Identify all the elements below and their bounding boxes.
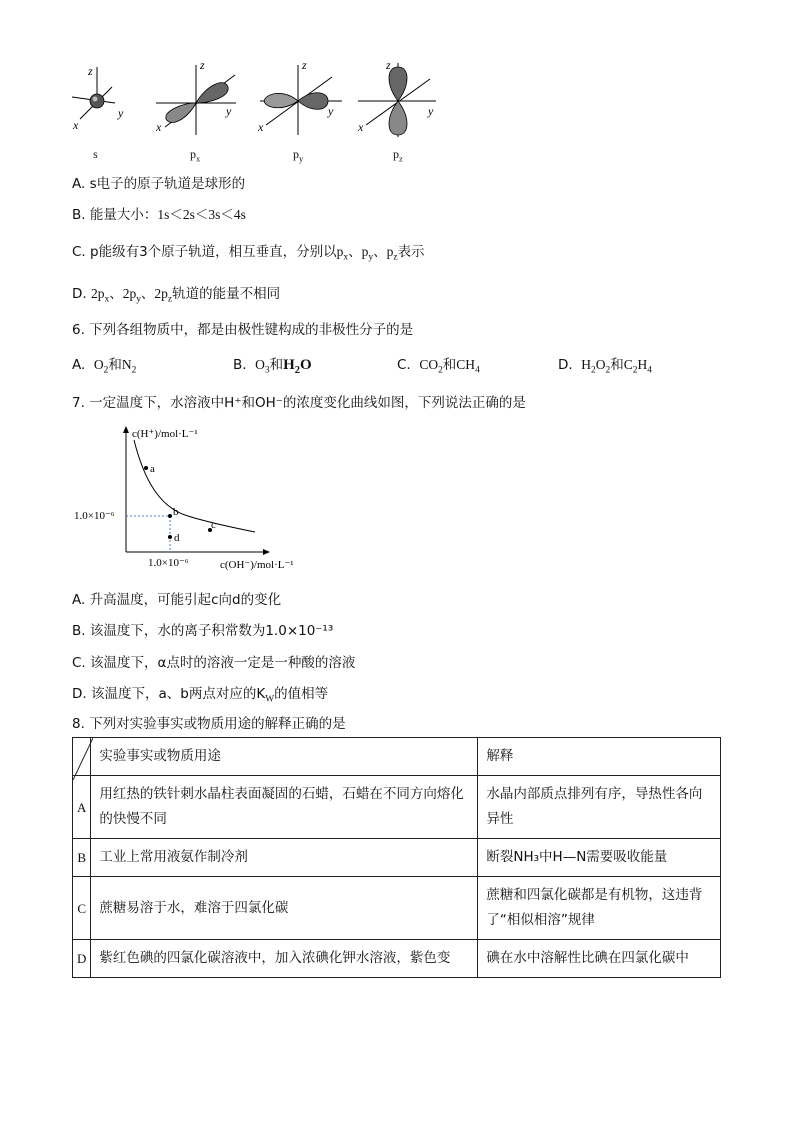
y-axis-title: c(H⁺)/mol·L⁻¹: [132, 428, 198, 440]
table-header-row: [73, 738, 721, 776]
table-row: [73, 839, 721, 877]
row-explain: 断裂NH₃中H—N需要吸收能量: [478, 839, 721, 877]
q7-option-a: A. 升高温度，可能引起c向d的变化: [72, 592, 282, 608]
x-axis-label: x: [73, 118, 79, 132]
py-orbital-diagram: [257, 58, 342, 135]
svg-text:y: y: [428, 104, 434, 118]
svg-text:z: z: [200, 58, 205, 72]
svg-text:x: x: [156, 120, 162, 134]
point-b: [168, 514, 172, 518]
orbital-label-pz: $p_z$: [393, 147, 403, 164]
row-fact: 蔗糖易溶于水，难溶于四氯化碳: [91, 877, 478, 940]
q7-stem: 7. 一定温度下，水溶液中H⁺和OH⁻的浓度变化曲线如图，下列说法正确的是: [72, 395, 526, 411]
orbital-label-s: s: [93, 147, 98, 161]
s-orbital-diagram: [72, 64, 124, 132]
svg-text:x: x: [258, 120, 264, 134]
y-tick-label: 1.0×10⁻⁶: [74, 510, 115, 522]
table-row: [73, 776, 721, 839]
point-d: [168, 535, 172, 539]
q7-graph: [70, 420, 330, 575]
orbital-label-px: $p_x$: [190, 147, 201, 164]
q5-option-b: B. 能量大小：1s＜2s＜3s＜4s: [72, 207, 246, 223]
row-explain: 水晶内部质点排列有序，导热性各向异性: [478, 776, 721, 839]
svg-text:z: z: [386, 58, 391, 72]
svg-text:b: b: [173, 506, 179, 518]
q7-option-b: B. 该温度下，水的离子积常数为1.0×10⁻¹³: [72, 623, 334, 639]
row-letter: C: [73, 877, 91, 940]
q8-table: [72, 737, 721, 978]
q6-option-d: D. $H_2O_2$和$C_2H_4$: [558, 357, 652, 376]
header-fact: 实验事实或物质用途: [91, 738, 478, 776]
point-a: [144, 466, 148, 470]
row-fact: 用红热的铁针刺水晶柱表面凝固的石蜡，石蜡在不同方向熔化的快慢不同: [91, 776, 478, 839]
q8-stem: 8. 下列对实验事实或物质用途的解释正确的是: [72, 716, 346, 732]
q7-option-d: D. 该温度下，a、b两点对应的$K_W$的值相等: [72, 686, 329, 705]
row-letter: D: [73, 940, 91, 978]
q5-option-c: C. p能级有3个原子轨道，相互垂直，分别以$p_x$、$p_y$、$p_z$表示: [72, 244, 425, 263]
q7-option-c: C. 该温度下，α点时的溶液一定是一种酸的溶液: [72, 655, 356, 671]
svg-text:d: d: [174, 532, 180, 544]
q6-option-c: C. $CO_2$和$CH_4$: [397, 357, 480, 376]
q5-option-d: D. $2p_x$、$2p_y$、$2p_z$轨道的能量不相同: [72, 286, 281, 305]
row-fact: 紫红色碘的四氯化碳溶液中，加入浓碘化钾水溶液，紫色变: [91, 940, 478, 978]
row-letter: A: [73, 776, 91, 839]
table-row: [73, 940, 721, 978]
q6-stem: 6. 下列各组物质中，都是由极性键构成的非极性分子的是: [72, 322, 414, 338]
q5-option-a: A. s电子的原子轨道是球形的: [72, 176, 246, 192]
y-axis-label: y: [118, 106, 124, 120]
row-fact: 工业上常用液氨作制冷剂: [91, 839, 478, 877]
header-explain: 解释: [478, 738, 721, 776]
svg-text:z: z: [302, 58, 307, 72]
x-axis-title: c(OH⁻)/mol·L⁻¹: [220, 559, 294, 571]
orbital-label-py: $p_y$: [293, 147, 304, 164]
px-orbital-diagram: [155, 58, 236, 135]
row-explain: 蔗糖和四氯化碳都是有机物，这违背了“相似相溶”规律: [478, 877, 721, 940]
q6-option-a: A. $O_2$和$N_2$: [72, 357, 137, 376]
pz-orbital-diagram: [357, 58, 436, 137]
row-explain: 碘在水中溶解性比碘在四氯化碳中: [478, 940, 721, 978]
table-row: [73, 877, 721, 940]
row-letter: B: [73, 839, 91, 877]
q6-option-b: B. $O_3$和$H_2O$: [233, 357, 312, 376]
svg-text:c: c: [211, 519, 216, 531]
header-corner-cell: [73, 738, 91, 776]
x-tick-label: 1.0×10⁻⁶: [148, 557, 189, 569]
svg-text:y: y: [226, 104, 232, 118]
svg-text:x: x: [358, 120, 364, 134]
svg-text:a: a: [150, 463, 155, 475]
z-axis-label: z: [88, 64, 93, 78]
svg-text:y: y: [328, 104, 334, 118]
